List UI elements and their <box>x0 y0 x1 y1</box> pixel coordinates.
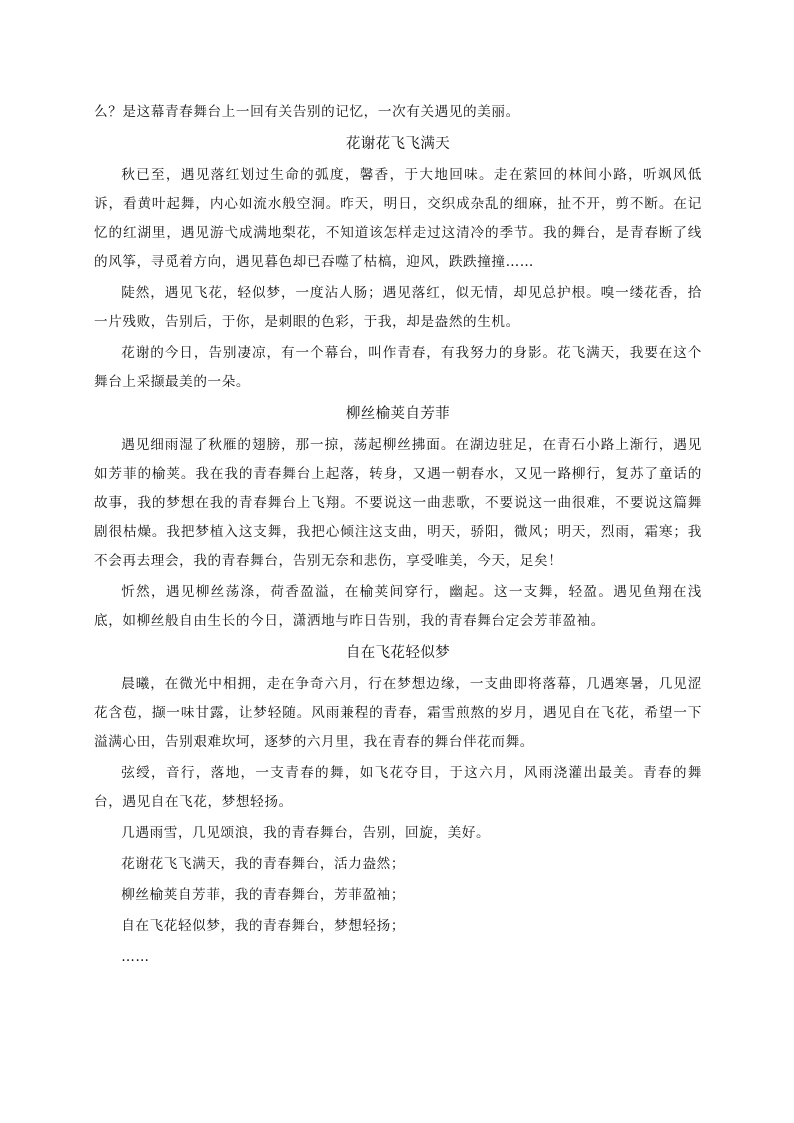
section-2-heading: 柳丝榆荚自芳菲 <box>345 406 451 422</box>
section-3-paragraph-2: 弦绶，音行，落地，一支青春的舞，如飞花夺目，于这六月，风雨浇灌出最美。青春的舞台，遇见自在飞花，梦想轻扬。 <box>94 765 702 810</box>
section-2-paragraph-2: 忻然，遇见柳丝荡涤，荷香盈溢，在榆荚间穿行，幽起。这一支舞，轻盈。遇见鱼翔在浅底，如柳丝般自由生长的今日，潇洒地与昨日告别，我的青春舞台定会芳菲盈袖。 <box>94 584 702 629</box>
section-3-paragraph-6: 自在飞花轻似梦，我的青春舞台，梦想轻扬； <box>121 918 406 934</box>
section-1 <box>94 129 702 397</box>
section-2-paragraph-1: 遇见细雨湿了秋雁的翅膀，那一掠，荡起柳丝拂面。在湖边驻足，在青石小路上渐行，遇见如芳菲的榆荚。我在我的青春舞台上起落，转身，又遇一朝春水，又见一路柳行，复苏了童话的故事，我的梦想在我的青春舞台上飞翔。不要说这一曲悲歌，不要说这一曲很难，不要说这篇舞剧很枯燥。我把梦植入这支舞，我把心倾注这支曲，明天，骄阳，微风；明天，烈雨，霜寒；我不会再去理会，我的青春舞台，告别无奈和悲伤，享受唯美，今天，足矣！ <box>94 437 702 569</box>
section-2 <box>94 399 702 636</box>
section-3-paragraph-5: 柳丝榆荚自芳菲，我的青春舞台，芳菲盈袖； <box>121 887 406 903</box>
section-3-paragraph-1: 晨曦，在微光中相拥，走在争奇六月，行在梦想边缘，一支曲即将落幕，几遇寒暑，几见涩花含苞，撷一味甘露，让梦轻随。风雨兼程的青春，霜雪煎熬的岁月，遇见自在飞花，希望一下溢满心田，告别艰难坎坷，逐梦的六月里，我在青春的舞台伴花而舞。 <box>94 676 702 750</box>
intro-paragraph: 么？是这幕青春舞台上一回有关告别的记忆，一次有关遇见的美丽。 <box>94 104 520 120</box>
section-1-paragraph-2: 陡然，遇见飞花，轻似梦，一度沾人肠；遇见落红，似无情，却见总护根。嗅一缕花香，拾一片残败，告别后，于你，是刺眼的色彩，于我，却是盎然的生机。 <box>94 285 702 330</box>
section-1-paragraph-3: 花谢的今日，告别凄凉，有一个幕台，叫作青春，有我努力的身影。花飞满天，我要在这个舞台上采撷最美的一朵。 <box>94 345 702 390</box>
section-3-heading: 自在飞花轻似梦 <box>345 645 451 661</box>
section-3-paragraph-7: …… <box>121 949 150 965</box>
section-1-paragraph-1: 秋已至，遇见落红划过生命的弧度，馨香，于大地回味。走在萦回的林间小路，听飒风低诉，看黄叶起舞，内心如流水般空洞。昨天，明日，交织成杂乱的细麻，扯不开，剪不断。在记忆的红湖里，遇见游弋成满地梨花，不知道该怎样走过这清冷的季节。我的舞台，是青春断了线的风筝，寻觅着方向，遇见暮色却已吞噬了枯槁，迎风，跌跌撞撞…… <box>94 167 702 270</box>
section-3-paragraph-3: 几遇雨雪，几见颂浪，我的青春舞台，告别，回旋，美好。 <box>121 825 491 841</box>
section-3 <box>94 638 702 972</box>
section-3-paragraph-4: 花谢花飞飞满天，我的青春舞台，活力盎然； <box>121 856 406 872</box>
section-1-heading: 花谢花飞飞满天 <box>345 136 451 152</box>
